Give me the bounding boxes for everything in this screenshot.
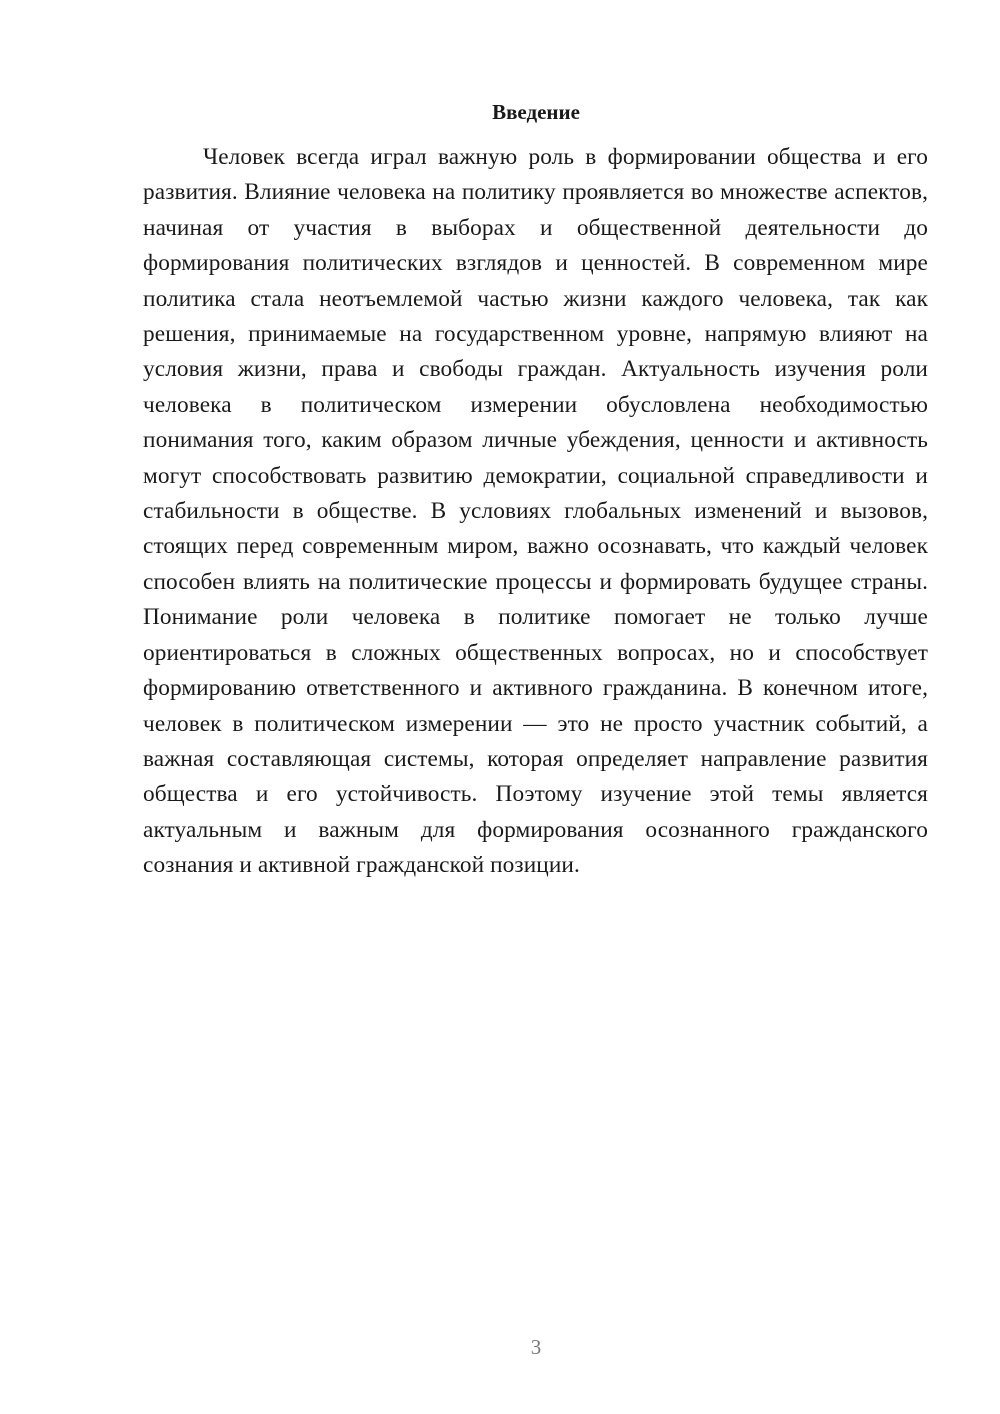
page-number: 3: [530, 1335, 542, 1359]
section-heading: Введение: [492, 100, 580, 124]
body-paragraph: Человек всегда играл важную роль в формировании общества и его развития. Влияние человека на политику проявляется во множестве аспектов, начиная от участия в выборах и общественной деятельности до формирования политических взглядов и ценностей. В современном мире политика стала неотъемлемой частью жизни каждого человека, так как решения, принимаемые на государственном уровне, напрямую влияют на условия жизни, права и свободы граждан. Актуальность изучения роли человека в политическом измерении обусловлена необходимостью понимания того, каким образом личные убеждения, ценности и активность могут способствовать развитию демократии, социальной справедливости и стабильности в обществе. В условиях глобальных изменений и вызовов, стоящих перед современным миром, важно осознавать, что каждый человек способен влиять на политические процессы и формировать будущее страны. Понимание роли человека в политике помогает не только лучше ориентироваться в сложных общественных вопросах, но и способствует формированию ответственного и активного гражданина. В конечном итоге, человек в политическом измерении — это не просто участник событий, а важная составляющая системы, которая определяет направление развития общества и его устойчивость. Поэтому изучение этой темы является актуальным и важным для формирования осознанного гражданского сознания и активной гражданской позиции.: [143, 144, 928, 879]
